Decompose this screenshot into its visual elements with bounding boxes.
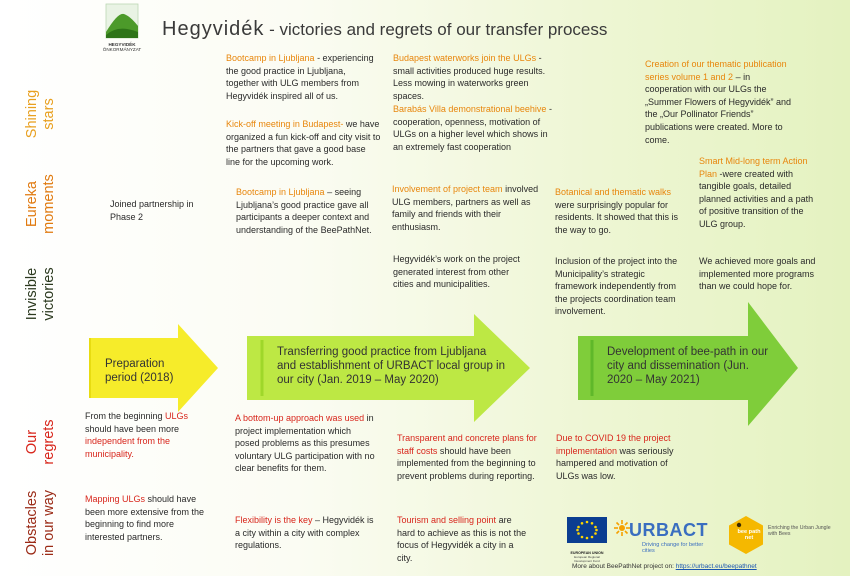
phase-transferring-label: Transferring good practice from Ljubljana and establishment of URBACT local group in our city (Jan. 2019 – May 2020) — [277, 346, 505, 386]
row-label-regrets-line1: Our — [24, 429, 40, 455]
obstacles-flexibility-hl: Flexibility is the key — [235, 515, 313, 525]
hegyvidek-logo — [100, 2, 144, 56]
more-about-link[interactable]: https://urbact.eu/beepathnet — [675, 563, 757, 570]
obstacles-flexibility — [235, 514, 375, 552]
regrets-ulg-hl2: independent from the municipality. — [85, 436, 171, 459]
row-label-eureka-line2: moments — [41, 174, 57, 234]
beepathnet-tagline: Enriching the Urban Jungle with Bees — [768, 525, 831, 537]
row-label-regrets-line2: regrets — [41, 419, 57, 465]
shining-publication-rest: – in cooperation with our ULGs the „Summer Flowers of Hegyvidék” and the „Our Pollinator Friends” publications were created. More to come. — [645, 71, 792, 145]
beepathnet-logo-text: bee path net — [737, 529, 761, 541]
regrets-ulg-text-b: should have been more — [85, 423, 180, 434]
obstacles-mapping-hl: Mapping ULGs — [85, 494, 146, 504]
urbact-wordmark: URBACT — [629, 520, 708, 540]
invisible-interest-other-cities: Hegyvidék’s work on the project generated interest from other cities and municipalities. — [393, 254, 520, 290]
eureka-botanical-walks — [555, 186, 680, 236]
urbact-tagline: Driving change for better cities — [642, 542, 704, 555]
regrets-ulg-hl1: ULGs — [165, 411, 189, 421]
title-sub: - victories and regrets of our transfer process — [264, 20, 608, 39]
regrets-covid — [556, 432, 686, 482]
shining-bootcamp-rest: - experiencing the good practice in Ljubljana, together with ULG members from Hegyvidék inspired all of us. — [226, 53, 374, 101]
shining-waterworks-hl: Budapest waterworks join the ULGs — [393, 53, 537, 63]
obstacles-tourism-hl: Tourism and selling point — [397, 515, 497, 525]
eureka-bootcamp-hl: Bootcamp in Ljubljana — [236, 187, 325, 197]
beepathnet-logo — [727, 515, 765, 555]
row-label-invisible-line2: victories — [41, 267, 57, 321]
invisible-more-goals: We achieved more goals and implemented more programs than we could hope for. — [699, 256, 816, 292]
logo-hill-icon — [100, 2, 144, 42]
regrets-ulg-independence — [85, 410, 213, 460]
phase-development-label: Development of bee-path in our city and dissemination (Jun. 2020 – May 2021) — [607, 346, 769, 386]
phase-preparation-label: Preparation period (2018) — [105, 358, 174, 384]
regrets-staff-costs-hl: Transparent and concrete plans for staff costs — [397, 433, 537, 456]
eureka-project-team-rest: involved ULG members, partners as well as family and friends with their enthusiasm. — [392, 184, 539, 232]
regrets-ulg-text-a: From the beginning — [85, 411, 166, 421]
eu-flag-icon — [565, 516, 609, 546]
shining-barabas-hl: Barabás Villa demonstrational beehive — [393, 104, 547, 114]
urbact-logo — [614, 518, 708, 555]
shining-waterworks — [393, 52, 553, 102]
eureka-botanical-rest: were surprisingly popular for residents. It showed that this is the way to go. — [555, 199, 679, 235]
eureka-bootcamp-ljubljana — [236, 186, 376, 236]
eu-logo-text: EUROPEAN UNION — [570, 551, 604, 555]
eureka-action-plan — [699, 155, 817, 231]
regrets-bottom-up-rest: in project implementation which posed problems as this presumes voluntary ULG participation with no clear benefits for them. — [235, 413, 375, 474]
eureka-bootcamp-rest: – seeing Ljubljana’s good practice gave all participants a deeper context and understanding of the BeePathNet. — [236, 187, 372, 235]
more-about-label: More about BeePathNet project on: — [572, 563, 676, 570]
invisible-strategic-framework: Inclusion of the project into the Municipality’s strategic framework independently from the projects coordination team involvement. — [555, 256, 678, 317]
shining-kickoff-hl: Kick-off meeting in Budapest- — [226, 119, 344, 129]
shining-kickoff-budapest — [226, 118, 381, 168]
shining-publication-hl: Creation of our thematic publication series volume 1 and 2 — [645, 59, 787, 82]
shining-publication-series — [645, 58, 795, 146]
obstacles-mapping-ulgs — [85, 493, 215, 543]
regrets-bottom-up-hl: A bottom-up approach was used — [235, 413, 365, 423]
obstacles-tourism — [397, 514, 527, 564]
obstacles-mapping-rest: should have been more extensive from the beginning to find more interested partners. — [85, 494, 205, 542]
regrets-covid-hl: Due to COVID 19 the project implementation — [556, 433, 671, 456]
title-main: Hegyvidék — [162, 18, 265, 40]
shining-bootcamp-hl: Bootcamp in Ljubljana — [226, 53, 315, 63]
row-label-shining-line2: stars — [41, 98, 57, 130]
regrets-covid-rest: was seriously hampered and motivation of ULGs was low. — [556, 445, 674, 481]
shining-bootcamp-ljubljana — [226, 52, 376, 102]
regrets-bottom-up — [235, 412, 375, 475]
page-title — [162, 18, 607, 41]
eu-logo — [565, 516, 609, 563]
eu-logo-subtext: European Regional Development Fund — [574, 555, 600, 563]
row-label-obstacles-line2: in our way — [41, 489, 57, 557]
eureka-project-team — [392, 183, 540, 233]
row-label-shining-line1: Shining — [24, 89, 40, 139]
eureka-action-plan-hl: Smart Mid-long term Action Plan — [699, 156, 808, 179]
regrets-staff-costs — [397, 432, 537, 482]
obstacles-tourism-rest: are hard to achieve as this is not the focus of Hegyvidék a city in a city. — [397, 515, 527, 563]
shining-barabas-villa — [393, 103, 553, 153]
shining-waterworks-rest: - small activities produced huge results. Less mowing in waterworks green spaces. — [393, 53, 546, 101]
more-about-footer — [572, 563, 757, 570]
row-label-obstacles — [24, 463, 60, 576]
urbact-star-icon — [614, 520, 630, 536]
row-label-invisible-line1: Invisible — [24, 267, 40, 321]
eureka-action-plan-rest: -were created with tangible goals, detailed planned activities and a path of positive transition of the ULG group. — [699, 168, 814, 229]
regrets-staff-costs-rest: should have been implemented from the beginning to prevent problems during reporting. — [397, 445, 536, 481]
shining-kickoff-rest: we have organized a fun kick-off and city visit to the partners that gave a good base line for the upcoming work. — [226, 119, 381, 167]
eureka-joined-partnership: Joined partnership in Phase 2 — [110, 199, 194, 222]
row-label-obstacles-line1: Obstacles — [24, 490, 40, 556]
logo-text-line2: ÖNKORMÁNYZAT — [102, 47, 142, 52]
row-label-eureka-line1: Eureka — [24, 181, 40, 227]
shining-barabas-rest: - cooperation, openness, motivation of ULGs on a higher level which shows in an extremely fast cooperation — [393, 104, 552, 152]
logo-text-line1: HEGYVIDÉK — [108, 42, 136, 47]
obstacles-flexibility-rest: – Hegyvidék is a city within a city with complex regulations. — [235, 515, 374, 551]
eureka-botanical-hl: Botanical and thematic walks — [555, 187, 672, 197]
eureka-project-team-hl: Involvement of project team — [392, 184, 503, 194]
